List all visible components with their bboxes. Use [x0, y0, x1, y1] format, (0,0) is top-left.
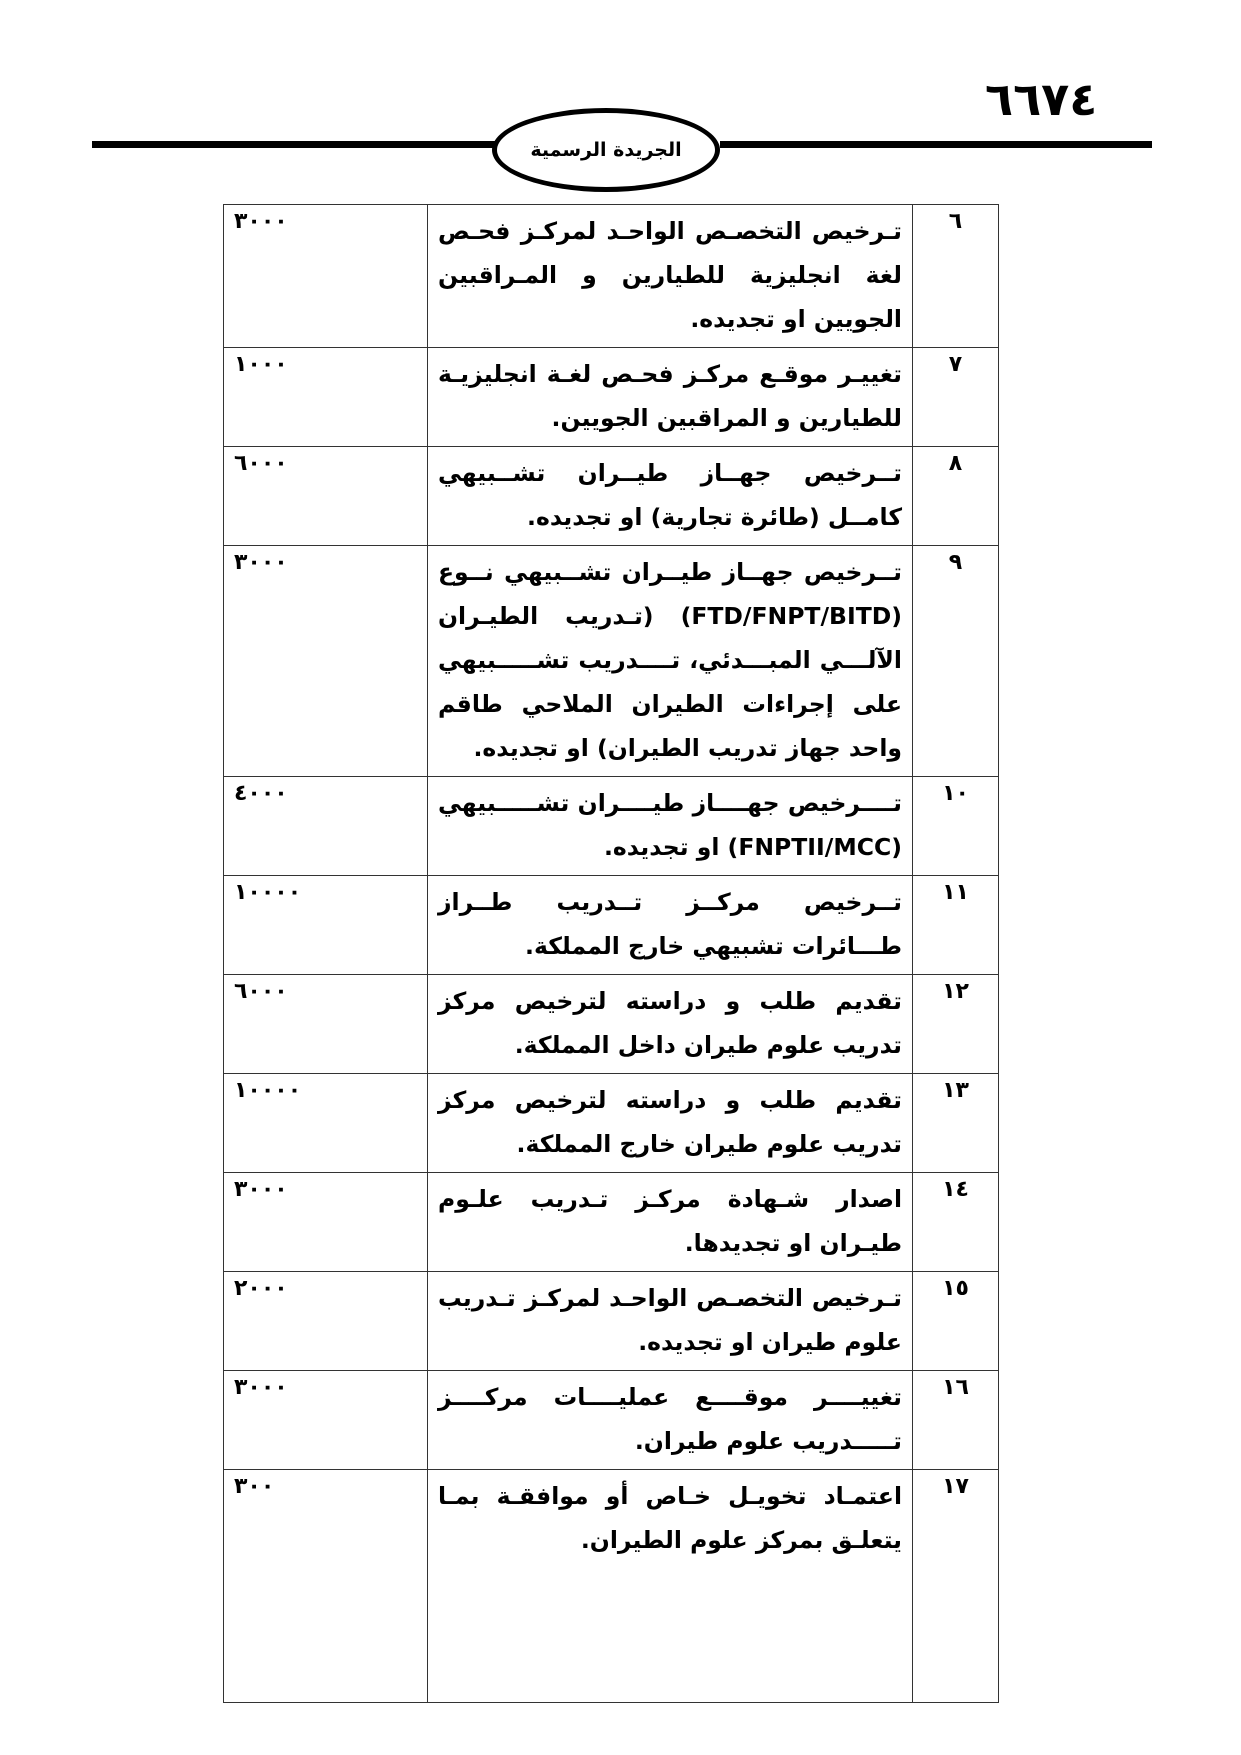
row-number: ٨ [913, 447, 999, 546]
row-number: ٧ [913, 348, 999, 447]
row-fee: ٣٠٠٠ [224, 1173, 428, 1272]
table-row [224, 777, 999, 876]
row-number: ١٢ [913, 975, 999, 1074]
row-description: تــرخيص جهــاز طيــران تشــبيهي كامــل (طائرة تجارية) او تجديده. [428, 447, 913, 546]
table-row [224, 546, 999, 777]
page-number: ٦٦٧٤ [985, 72, 1098, 126]
row-description: تقديم طلب و دراسته لترخيص مركز تدريب علوم طيران داخل المملكة. [428, 975, 913, 1074]
row-fee: ٦٠٠٠ [224, 975, 428, 1074]
row-fee: ٣٠٠ [224, 1470, 428, 1703]
row-fee: ١٠٠٠٠ [224, 1074, 428, 1173]
row-description: تـرخيص التخصـص الواحـد لمركـز فحـص لغة انجليزية للطيارين و المـراقبين الجويين او تجديده. [428, 205, 913, 348]
row-description: تغييــــر موقــــع عمليــــات مركــــز تـــــدريب علوم طيران. [428, 1371, 913, 1470]
row-number: ١٧ [913, 1470, 999, 1703]
row-fee: ٤٠٠٠ [224, 777, 428, 876]
fees-table [223, 204, 999, 1703]
table-row [224, 1074, 999, 1173]
row-number: ٩ [913, 546, 999, 777]
table-row [224, 975, 999, 1074]
row-fee: ١٠٠٠٠ [224, 876, 428, 975]
row-description: تغييـر موقـع مركـز فحـص لغـة انجليزيـة للطيارين و المراقبين الجويين. [428, 348, 913, 447]
row-description: اعتمـاد تخويـل خـاص أو موافقـة بمـا يتعلـق بمركز علوم الطيران. [428, 1470, 913, 1703]
table-row [224, 1272, 999, 1371]
row-description: تــرخيص مركــز تــدريب طــراز طـــائرات تشبيهي خارج المملكة. [428, 876, 913, 975]
header-rule-right [720, 141, 1152, 148]
header-rule-left [92, 141, 497, 148]
row-number: ١٦ [913, 1371, 999, 1470]
row-fee: ٦٠٠٠ [224, 447, 428, 546]
row-number: ١٤ [913, 1173, 999, 1272]
row-number: ١١ [913, 876, 999, 975]
row-number: ٦ [913, 205, 999, 348]
row-fee: ٣٠٠٠ [224, 1371, 428, 1470]
row-fee: ٣٠٠٠ [224, 546, 428, 777]
table-row [224, 1173, 999, 1272]
row-description: تقديم طلب و دراسته لترخيص مركز تدريب علوم طيران خارج المملكة. [428, 1074, 913, 1173]
table-row [224, 205, 999, 348]
table-row [224, 348, 999, 447]
table-row [224, 447, 999, 546]
row-description: تــرخيص جهــاز طيــران تشــبيهي نــوع (FTD/FNPT/BITD) (تـدريب الطيـران الآلـــي المبـــدئي، تــــدريب تشـــــبيهي على إجراءات الطيران الملاحي طاقم واحد جهاز تدريب الطيران) او تجديده. [428, 546, 913, 777]
journal-title: الجريدة الرسمية [530, 139, 682, 161]
row-description: اصدار شـهادة مركـز تـدريب علـوم طيـران او تجديدها. [428, 1173, 913, 1272]
row-description: تـرخيص التخصـص الواحـد لمركـز تـدريب علوم طيران او تجديده. [428, 1272, 913, 1371]
table-row [224, 1470, 999, 1703]
row-fee: ١٠٠٠ [224, 348, 428, 447]
table-row [224, 876, 999, 975]
row-description: تــــرخيص جهــــاز طيــــران تشـــــبيهي (FNPTII/MCC) او تجديده. [428, 777, 913, 876]
row-number: ١٣ [913, 1074, 999, 1173]
journal-title-oval [492, 108, 720, 192]
row-fee: ٣٠٠٠ [224, 205, 428, 348]
row-number: ١٠ [913, 777, 999, 876]
table-row [224, 1371, 999, 1470]
row-fee: ٢٠٠٠ [224, 1272, 428, 1371]
row-number: ١٥ [913, 1272, 999, 1371]
